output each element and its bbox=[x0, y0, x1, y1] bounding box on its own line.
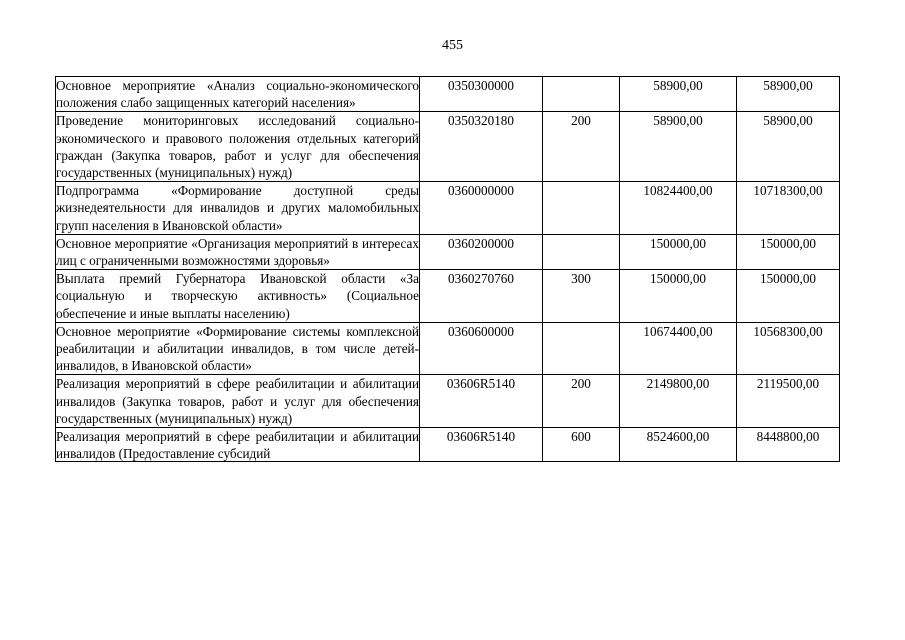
page-number: 455 bbox=[442, 38, 463, 53]
amount-1: 58900,00 bbox=[620, 77, 737, 112]
target-code: 0360600000 bbox=[420, 322, 543, 375]
table-row bbox=[56, 375, 840, 428]
amount-1: 2149800,00 bbox=[620, 375, 737, 428]
table-row bbox=[56, 234, 840, 269]
table-row bbox=[56, 112, 840, 182]
row-name: Реализация мероприятий в сфере реабилитации и абилитации инвалидов (Закупка товаров, работ и услуг для обеспечения государственных (муниципальных) нужд) bbox=[56, 376, 419, 426]
table-row bbox=[56, 182, 840, 235]
table-row bbox=[56, 428, 840, 462]
target-code: 03606R5140 bbox=[420, 375, 543, 428]
amount-2: 2119500,00 bbox=[737, 375, 840, 428]
table-row bbox=[56, 77, 840, 112]
expense-type bbox=[543, 182, 620, 235]
target-code: 0350300000 bbox=[420, 77, 543, 112]
amount-2: 58900,00 bbox=[737, 77, 840, 112]
row-name: Основное мероприятие «Формирование системы комплексной реабилитации и абилитации инвалидов, в том числе детей-инвалидов, в Ивановской области» bbox=[56, 323, 419, 374]
row-name: Подпрограмма «Формирование доступной среды жизнедеятельности для инвалидов и других маломобильных групп населения в Ивановской области» bbox=[56, 183, 419, 233]
row-name-cell bbox=[56, 428, 420, 462]
target-code: 0360270760 bbox=[420, 270, 543, 323]
amount-1: 150000,00 bbox=[620, 270, 737, 323]
expense-type bbox=[543, 234, 620, 269]
row-name: Основное мероприятие «Анализ социально-экономического положения слабо защищенных категорий населения» bbox=[56, 78, 419, 111]
amount-2: 150000,00 bbox=[737, 234, 840, 269]
expense-type: 600 bbox=[543, 428, 620, 462]
amount-2: 58900,00 bbox=[737, 112, 840, 182]
amount-1: 8524600,00 bbox=[620, 428, 737, 462]
target-code: 03606R5140 bbox=[420, 428, 543, 462]
amount-2: 150000,00 bbox=[737, 270, 840, 323]
target-code: 0360000000 bbox=[420, 182, 543, 235]
amount-2: 8448800,00 bbox=[737, 428, 840, 462]
amount-1: 150000,00 bbox=[620, 234, 737, 269]
amount-1: 10824400,00 bbox=[620, 182, 737, 235]
budget-table bbox=[55, 76, 840, 462]
target-code: 0350320180 bbox=[420, 112, 543, 182]
row-name: Реализация мероприятий в сфере реабилитации и абилитации инвалидов (Предоставление субсидий bbox=[56, 429, 419, 462]
row-name: Выплата премий Губернатора Ивановской области «За социальную и творческую активность» (Социальное обеспечение и иные выплаты населению) bbox=[56, 271, 419, 321]
amount-1: 10674400,00 bbox=[620, 322, 737, 375]
expense-type: 200 bbox=[543, 375, 620, 428]
amount-2: 10718300,00 bbox=[737, 182, 840, 235]
table-row bbox=[56, 322, 840, 375]
table-row bbox=[56, 270, 840, 323]
expense-type: 200 bbox=[543, 112, 620, 182]
row-name: Основное мероприятие «Организация мероприятий в интересах лиц с ограниченными возможностями здоровья» bbox=[56, 235, 419, 269]
expense-type: 300 bbox=[543, 270, 620, 323]
expense-type bbox=[543, 77, 620, 112]
amount-2: 10568300,00 bbox=[737, 322, 840, 375]
row-name: Проведение мониторинговых исследований социально-экономического и правового положения отдельных категорий граждан (Закупка товаров, работ и услуг для обеспечения государственных (муниципальных) нужд) bbox=[56, 113, 419, 181]
target-code: 0360200000 bbox=[420, 234, 543, 269]
amount-1: 58900,00 bbox=[620, 112, 737, 182]
expense-type bbox=[543, 322, 620, 375]
